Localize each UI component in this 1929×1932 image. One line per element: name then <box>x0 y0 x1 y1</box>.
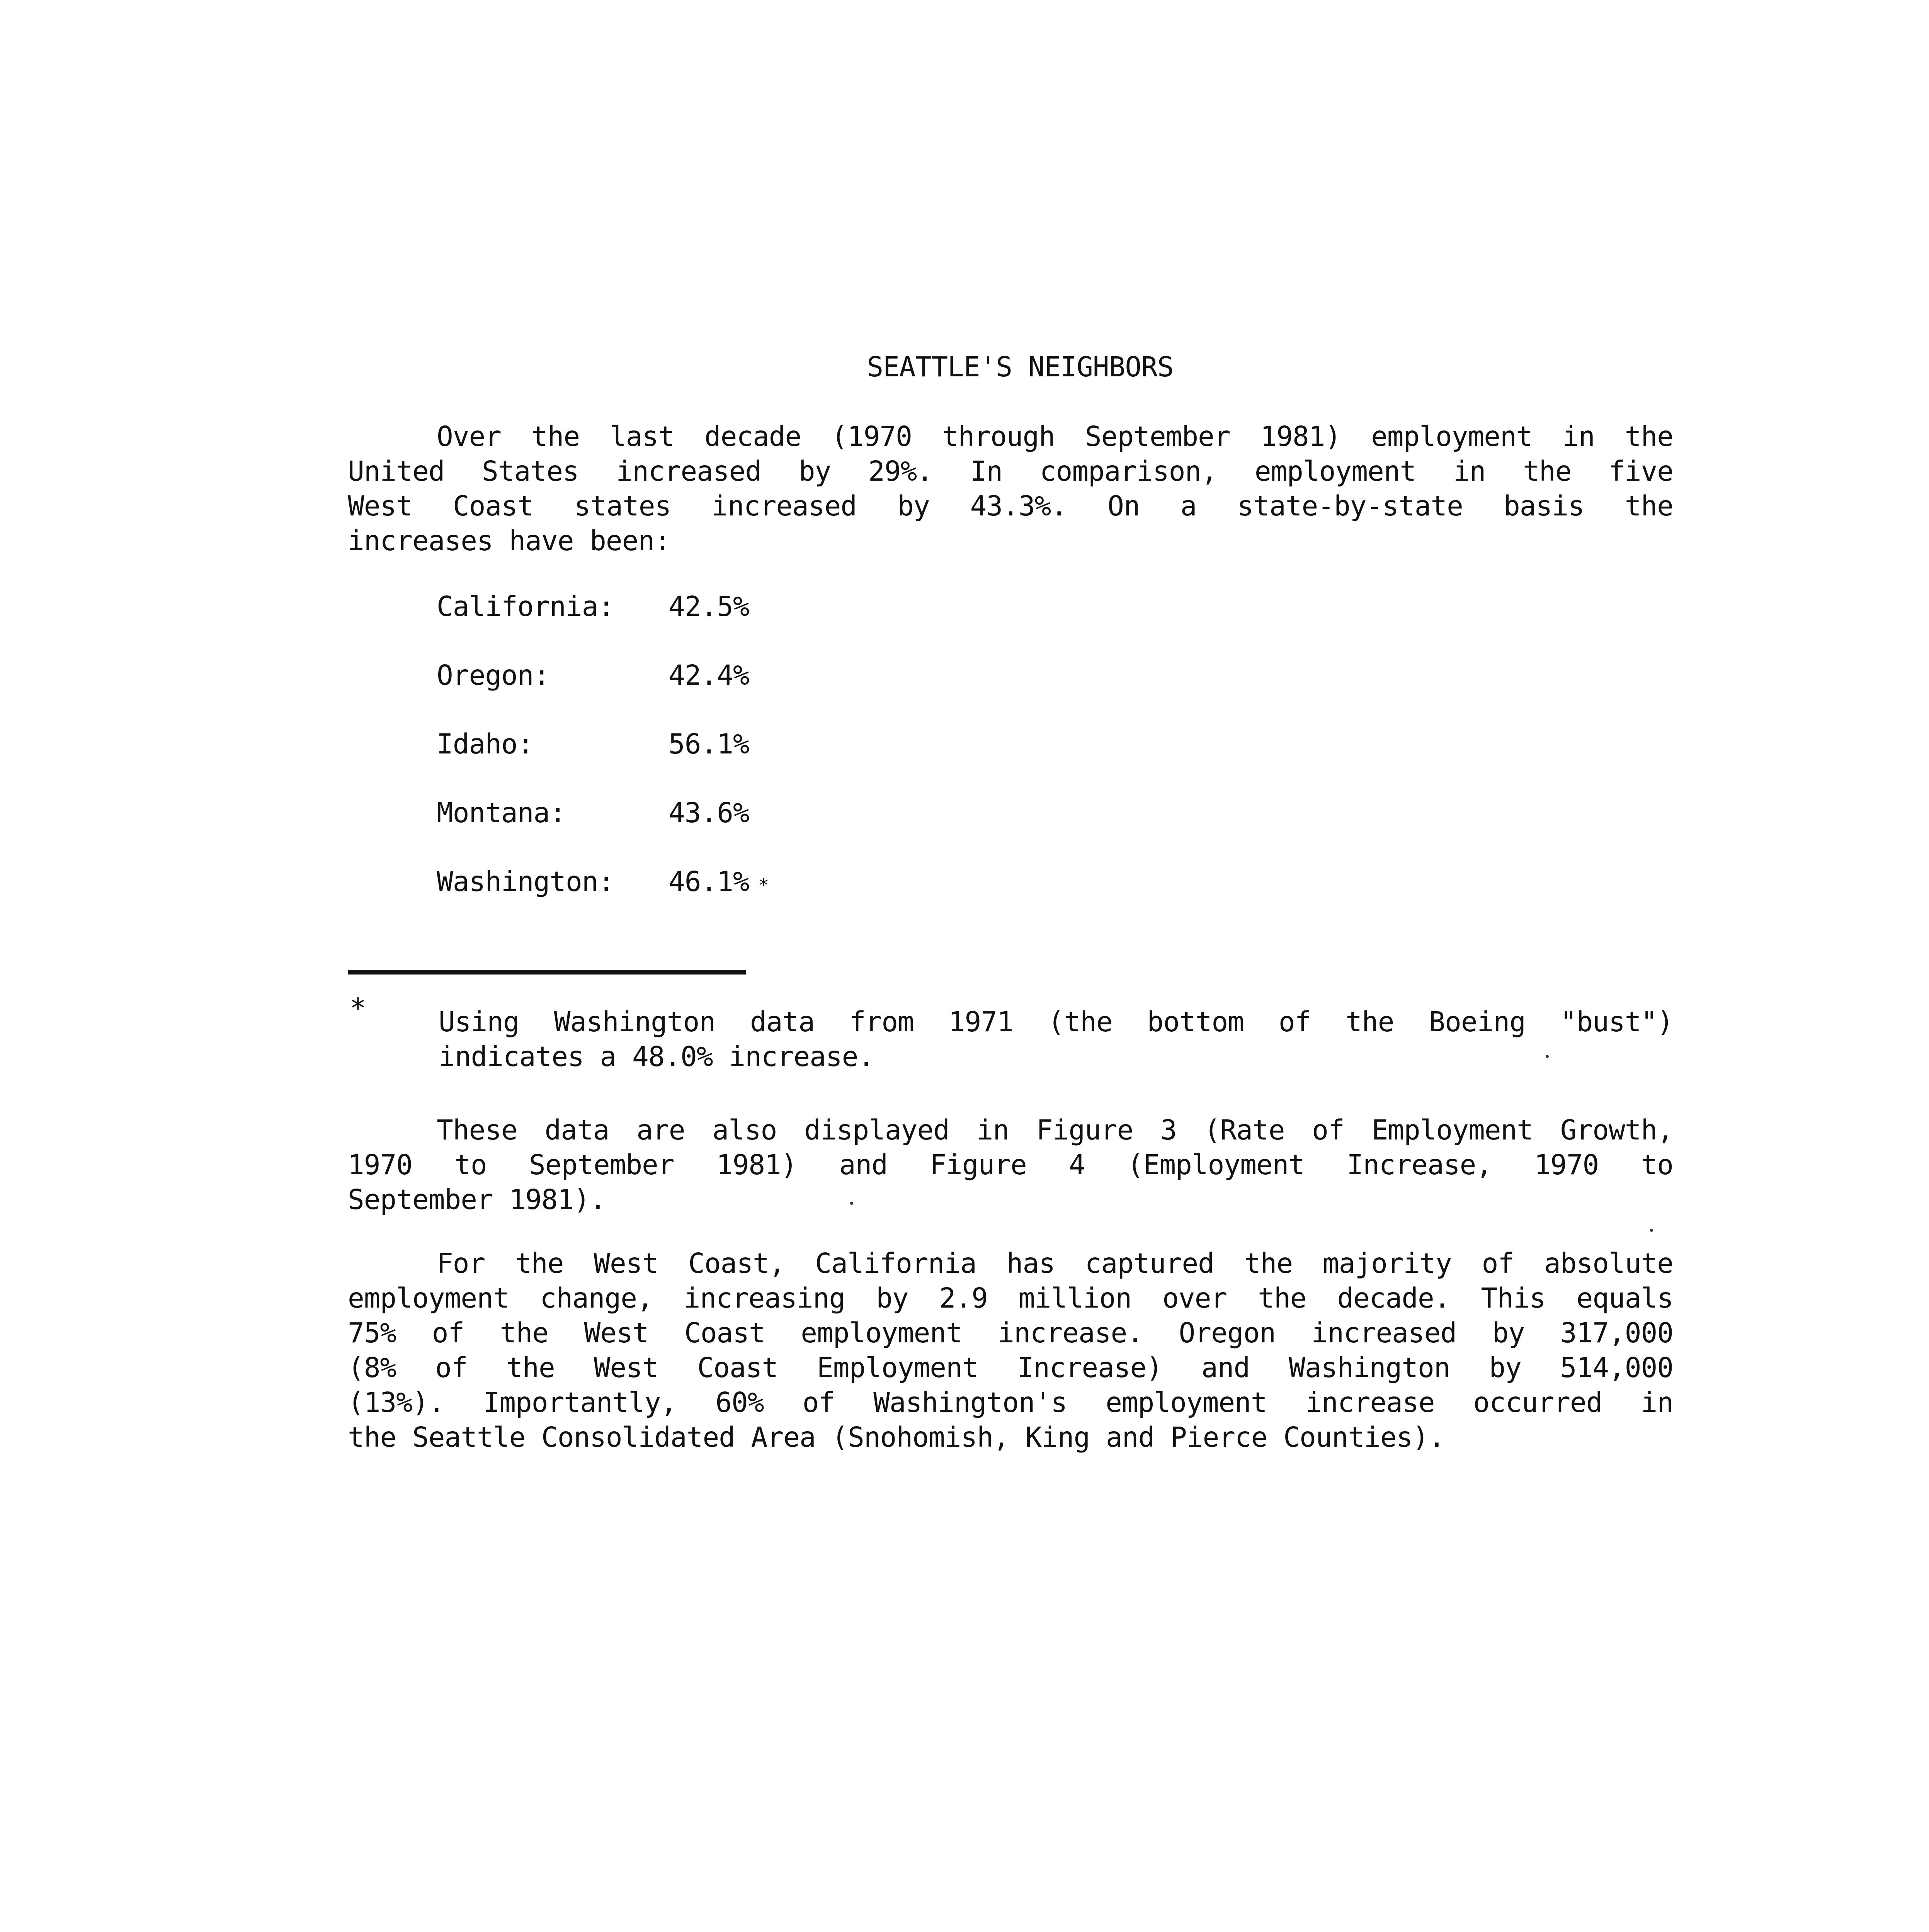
figures-line-text: These data are also displayed in Figure 3 (Rate of Employment Growth, <box>437 1114 1673 1146</box>
footnote-text <box>439 1005 1673 1074</box>
west-coast-line: (8% of the West Coast Employment Increase) and Washington by 514,000 <box>348 1352 1673 1384</box>
footnote-mark: * <box>350 992 366 1024</box>
intro-line: United States increased by 29%. In comparison, employment in the five <box>348 455 1673 487</box>
west-coast-line-text: For the West Coast, California has captured the majority of absolute <box>437 1247 1673 1279</box>
footnote-divider <box>348 970 746 975</box>
west-coast-line: employment change, increasing by 2.9 million over the decade. This equals <box>348 1282 1673 1314</box>
scan-speck <box>850 1202 853 1205</box>
state-name: Montana: <box>437 797 566 829</box>
scan-speck <box>1650 1229 1653 1232</box>
intro-line-text: Over the last decade (1970 through September 1981) employment in the <box>437 420 1673 452</box>
page-title: SEATTLE'S NEIGHBORS <box>867 351 1174 383</box>
state-rate: 56.1% <box>669 728 749 760</box>
footnote-line: Using Washington data from 1971 (the bottom of the Boeing "bust") <box>439 1006 1673 1038</box>
state-name: Washington: <box>437 866 614 898</box>
state-name: California: <box>437 590 614 622</box>
west-coast-line <box>348 1246 1673 1281</box>
footnote-reference-mark: * <box>758 875 769 896</box>
state-name: Oregon: <box>437 659 550 691</box>
scan-speck <box>1546 1055 1549 1058</box>
west-coast-line: 75% of the West Coast employment increase. Oregon increased by 317,000 <box>348 1317 1673 1349</box>
state-rate: 42.4% <box>669 659 749 691</box>
intro-line: West Coast states increased by 43.3%. On a state-by-state basis the <box>348 490 1673 522</box>
state-rate-text: 46.1% <box>669 866 749 898</box>
figures-line: 1970 to September 1981) and Figure 4 (Employment Increase, 1970 to <box>348 1149 1673 1181</box>
state-rate: 42.5% <box>669 590 749 622</box>
west-coast-line: the Seattle Consolidated Area (Snohomish, King and Pierce Counties). <box>348 1421 1445 1453</box>
west-coast-line: (13%). Importantly, 60% of Washington's employment increase occurred in <box>348 1386 1673 1418</box>
intro-paragraph <box>348 419 1673 558</box>
intro-line <box>348 419 1673 454</box>
figures-paragraph <box>348 1113 1673 1217</box>
state-rate: 43.6% <box>669 797 749 829</box>
figures-line <box>348 1113 1673 1148</box>
state-rate <box>669 864 769 899</box>
intro-line: increases have been: <box>348 525 670 557</box>
state-name: Idaho: <box>437 728 534 760</box>
west-coast-paragraph <box>348 1246 1673 1455</box>
footnote-line: indicates a 48.0% increase. <box>439 1041 874 1073</box>
figures-line: September 1981). <box>348 1184 606 1216</box>
